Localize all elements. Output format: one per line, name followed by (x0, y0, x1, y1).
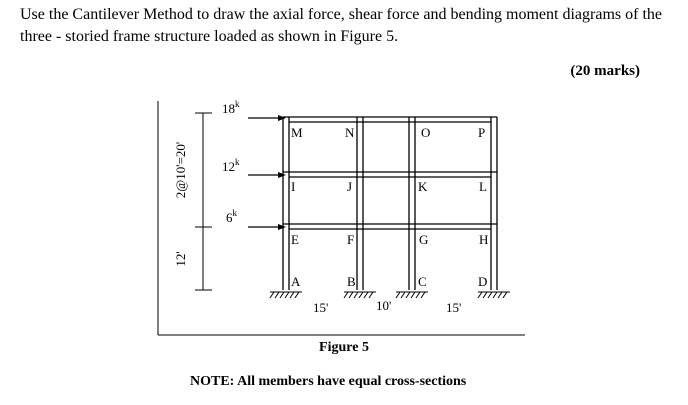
frame-columns (283, 117, 497, 290)
span-label: 15' (313, 300, 329, 315)
frame-figure (150, 95, 530, 345)
node-label: I (291, 179, 296, 194)
node-label: D (478, 274, 488, 289)
load-arrowhead-roof (278, 115, 286, 121)
load-label-level2: 12$^k$ (222, 157, 240, 174)
note-label: NOTE: (190, 374, 235, 389)
figure-caption: Figure 5 (319, 340, 369, 355)
load-label-level1: 6$^k$ (226, 208, 237, 225)
question-text: Use the Cantilever Method to draw the axial force, shear force and bending moment diagrams of the three - storied frame structure loaded as shown in Figure 5. (20, 6, 662, 45)
note (190, 374, 466, 390)
frame-diagram (150, 95, 530, 340)
node-label: L (479, 179, 487, 194)
span-label: 15' (446, 300, 462, 315)
node-label: O (421, 125, 431, 140)
node-label: H (479, 232, 489, 247)
node-label: P (478, 125, 486, 140)
frame-beams (283, 117, 497, 229)
node-label: N (345, 125, 355, 140)
node-label: F (347, 232, 355, 247)
node-label: M (291, 125, 303, 140)
marks-label: (20 marks) (570, 63, 640, 79)
note-text: All members have equal cross-sections (237, 374, 467, 389)
node-label: B (347, 274, 356, 289)
load-arrowhead-level1 (278, 224, 286, 230)
node-labels (291, 125, 488, 289)
load-label-roof: 18$^k$ (222, 99, 240, 116)
node-label: J (347, 179, 353, 194)
dim-lower-label: 12' (173, 251, 188, 267)
node-label: C (418, 274, 427, 289)
dim-upper-label: 2@10'=20' (173, 141, 188, 199)
load-arrowhead-level2 (278, 172, 286, 178)
node-label: E (291, 232, 299, 247)
span-labels (313, 298, 461, 315)
node-label: G (419, 232, 429, 247)
span-label: 10' (376, 298, 392, 313)
node-label: A (291, 274, 301, 289)
node-label: K (418, 179, 428, 194)
